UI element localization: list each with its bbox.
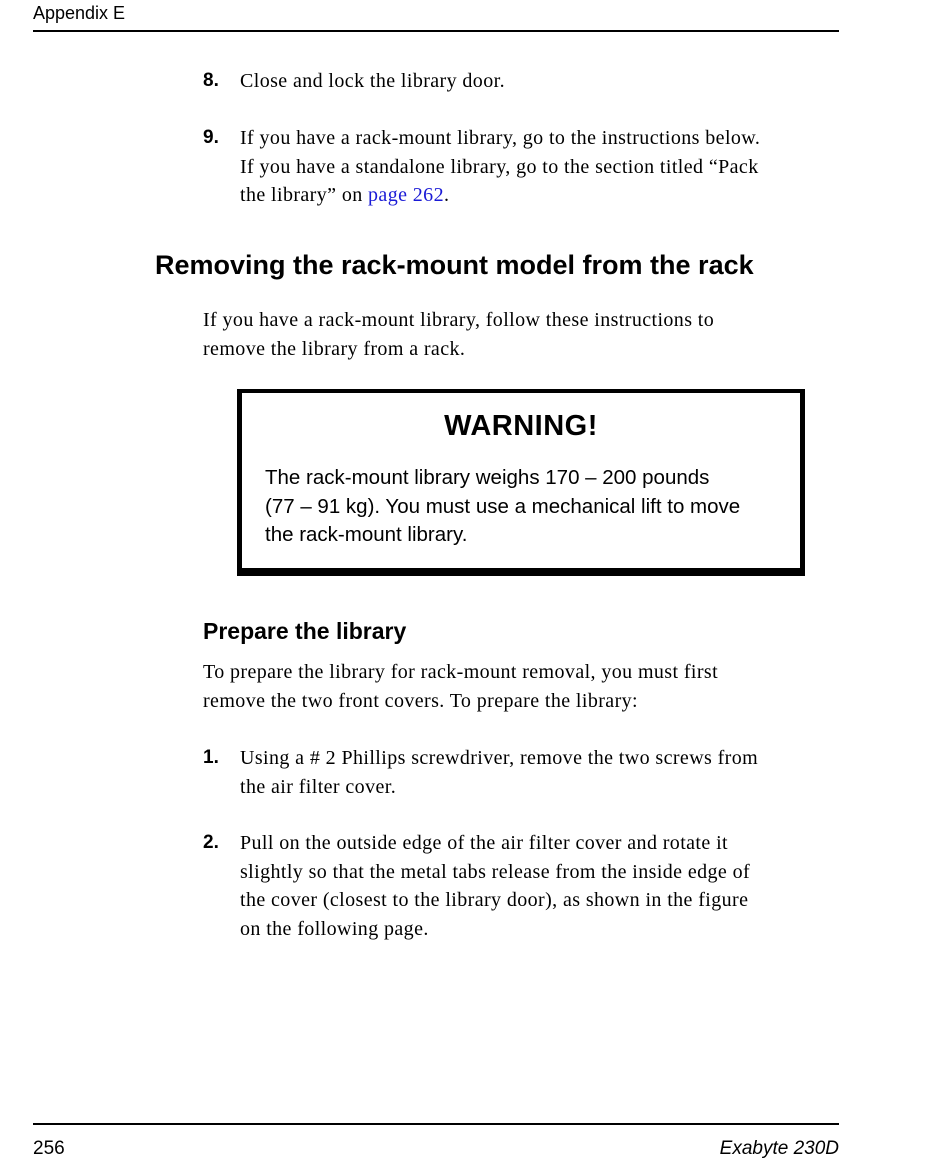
- step-line: If you have a standalone library, go to the section titled “Pack: [240, 155, 759, 178]
- section-intro: [203, 306, 714, 363]
- step-line: the cover (closest to the library door), as shown in the figure: [240, 889, 749, 911]
- warning-text: [265, 464, 740, 550]
- step-text: [240, 829, 750, 943]
- section-title: Removing the rack-mount model from the rack: [155, 250, 754, 280]
- text-line: If you have a rack-mount library, follow these instructions to: [203, 309, 715, 331]
- step-line: Close and lock the library door.: [240, 70, 505, 92]
- text-line: remove the library from a rack.: [203, 337, 466, 360]
- step-number: 9.: [203, 127, 219, 148]
- product-name: Exabyte 230D: [719, 1138, 839, 1159]
- header-section: Appendix E: [33, 3, 126, 23]
- step-text: [240, 744, 758, 801]
- step-line: If you have a rack-mount library, go to the instructions below.: [240, 127, 761, 149]
- step-number: 8.: [203, 70, 219, 91]
- header-rule: [33, 30, 839, 32]
- text: .: [444, 184, 450, 206]
- subsection-intro: [203, 658, 718, 715]
- step-line: Using a # 2 Phillips screwdriver, remove the two screws from: [240, 747, 759, 769]
- page-link[interactable]: page 262: [368, 184, 444, 206]
- step-text: [240, 124, 760, 210]
- page-number: 256: [33, 1138, 65, 1159]
- text-line: To prepare the library for rack-mount removal, you must first: [203, 661, 719, 683]
- step-line: Pull on the outside edge of the air filter cover and rotate it: [240, 832, 728, 854]
- subsection-title: Prepare the library: [203, 618, 407, 644]
- step-line: on the following page.: [240, 917, 429, 940]
- step-line: the air filter cover.: [240, 775, 397, 798]
- warning-box: [237, 389, 805, 576]
- step-line: [240, 181, 760, 210]
- step-number: 2.: [203, 832, 219, 853]
- text-line: (77 – 91 kg). You must use a mechanical lift to move: [265, 494, 741, 518]
- text-line: remove the two front covers. To prepare the library:: [203, 689, 638, 712]
- footer-rule: [33, 1123, 839, 1125]
- text-line: The rack-mount library weighs 170 – 200 pounds: [265, 466, 710, 489]
- text-line: the rack-mount library.: [265, 523, 468, 546]
- step-text: [240, 67, 505, 96]
- warning-title: WARNING!: [444, 410, 598, 442]
- step-line: slightly so that the metal tabs release from the inside edge of: [240, 860, 751, 883]
- text: the library” on: [240, 184, 369, 206]
- step-number: 1.: [203, 747, 219, 768]
